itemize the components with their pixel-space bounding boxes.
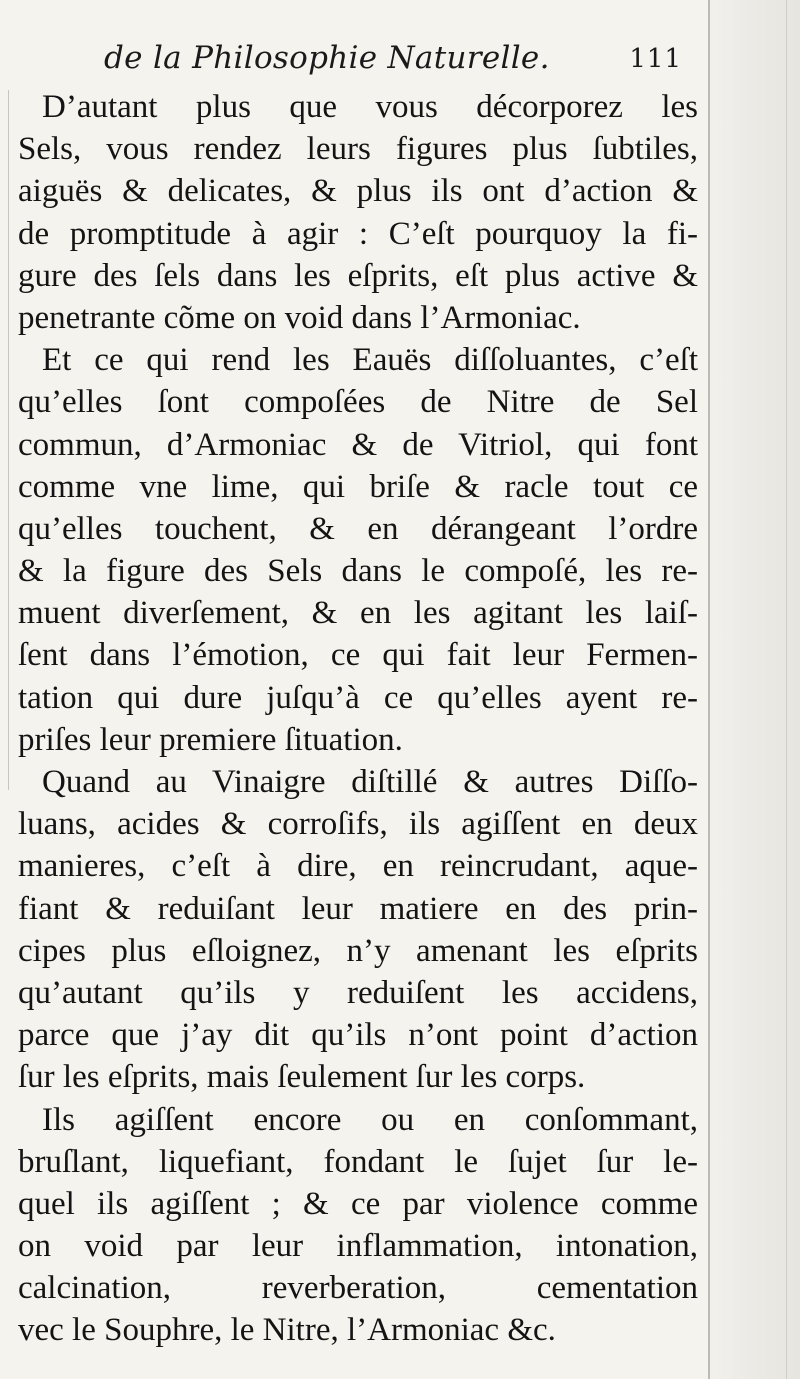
text-line: comme vne lime, qui briſe & racle tout ce (18, 468, 698, 505)
text-line: Quand au Vinaigre diſtillé & autres Diſſo- (42, 764, 698, 800)
text-line: on void par leur inflammation, intonation, (18, 1228, 698, 1265)
text-line: qu’elles touchent, & en dérangeant l’ordre (18, 510, 698, 547)
paragraph (18, 761, 698, 1099)
text-line: manieres, c’eſt à dire, en reincrudant, aque- (18, 848, 698, 885)
paragraph (18, 86, 698, 339)
text-line: aiguës & delicates, & plus ils ont d’action & (18, 173, 698, 210)
text-line: commun, d’Armoniac & de Vitriol, qui font (18, 426, 698, 463)
page-edge-line-outer (786, 0, 787, 1379)
text-line: D’autant plus que vous décorporez les (42, 89, 698, 125)
text-line: bruſlant, liquefiant, fondant le ſujet ſur le- (18, 1143, 698, 1180)
text-line: Sels, vous rendez leurs figures plus ſubtiles, (18, 131, 698, 168)
text-line: muent diverſement, & en les agitant les laiſ- (18, 595, 698, 632)
text-line: vec le Souphre, le Nitre, l’Armoniac &c. (18, 1312, 556, 1349)
text-line: & la figure des Sels dans le compoſé, les re- (18, 553, 698, 590)
text-line: de promptitude à agir : C’eſt pourquoy la fi- (18, 215, 698, 252)
text-line: tation qui dure juſqu’à ce qu’elles ayent re- (18, 679, 698, 716)
text-line: Et ce qui rend les Eauës diſſoluantes, c’eſt (42, 342, 698, 379)
text-line: cipes plus eſloignez, n’y amenant les eſprits (18, 932, 698, 969)
text-line: fiant & reduiſant leur matiere en des prin- (18, 890, 698, 927)
text-line: qu’autant qu’ils y reduiſent les accidens, (18, 974, 698, 1011)
text-line: luans, acides & corroſifs, ils agiſſent en deux (18, 806, 698, 843)
running-head: de la Philosophie Naturelle. (104, 40, 550, 76)
text-line: ſur les eſprits, mais ſeulement ſur les corps. (18, 1059, 586, 1096)
page-edge-line (708, 0, 710, 1379)
paragraph (18, 1099, 698, 1352)
text-line: priſes leur premiere ſituation. (18, 721, 403, 758)
paragraph (18, 339, 698, 761)
text-line: calcination, reverberation, cementation (18, 1270, 698, 1307)
text-line: qu’elles ſont compoſées de Nitre de Sel (18, 384, 698, 421)
text-line: penetrante cõme on void dans l’Armoniac. (18, 299, 581, 336)
text-line: quel ils agiſſent ; & ce par violence comme (18, 1185, 698, 1222)
text-line: ſent dans l’émotion, ce qui fait leur Fermen- (18, 637, 698, 674)
text-line: Ils agiſſent encore ou en conſommant, (42, 1101, 698, 1138)
margin-rule (8, 90, 9, 790)
page-number: 111 (629, 44, 682, 74)
page-header (100, 40, 700, 88)
body-text (18, 86, 698, 1352)
text-line: gure des ſels dans les eſprits, eſt plus active & (18, 257, 698, 294)
text-line: parce que j’ay dit qu’ils n’ont point d’action (18, 1017, 698, 1054)
